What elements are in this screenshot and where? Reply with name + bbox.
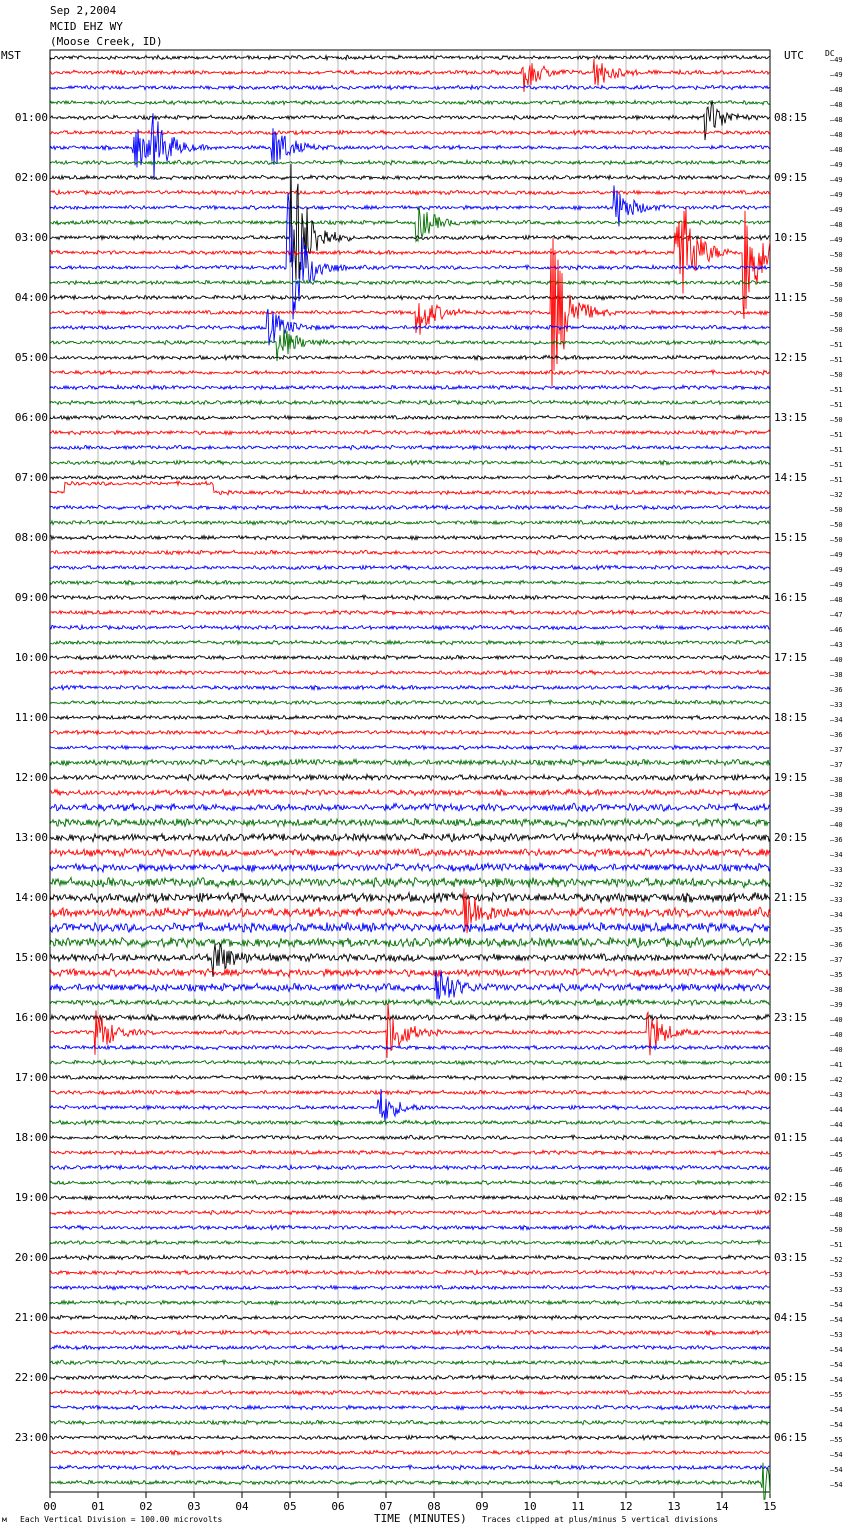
x-axis-label: TIME (MINUTES) <box>374 1512 467 1525</box>
left-axis-title: MST <box>1 49 21 62</box>
dc-offset-label: –40 <box>830 655 843 664</box>
x-tick-label: 10 <box>523 1500 537 1513</box>
seismic-trace <box>50 1004 770 1058</box>
utc-hour-label: 00:15 <box>774 1070 808 1084</box>
seismic-trace <box>50 1060 770 1064</box>
mst-hour-label: 02:00 <box>14 170 48 184</box>
dc-offset-label: –46 <box>830 625 843 634</box>
utc-hour-label: 10:15 <box>774 230 808 244</box>
dc-offset-label: –49 <box>830 55 843 64</box>
seismic-trace <box>50 113 770 180</box>
dc-offset-label: –50 <box>830 535 843 544</box>
seismic-trace <box>50 190 770 194</box>
dc-offset-label: –44 <box>830 1135 843 1144</box>
seismic-trace <box>50 415 770 419</box>
dc-offset-label: –34 <box>830 910 843 919</box>
seismic-trace <box>50 1465 770 1470</box>
seismic-trace <box>50 863 770 871</box>
seismic-trace <box>50 550 770 554</box>
dc-offset-label: –54 <box>830 1420 843 1429</box>
dc-offset-label: –54 <box>830 1405 843 1414</box>
dc-offset-label: –49 <box>830 580 843 589</box>
dc-offset-label: –38 <box>830 985 843 994</box>
seismic-trace <box>50 238 770 387</box>
scale-note: Each Vertical Division = 100.00 microvolts <box>20 1515 223 1524</box>
seismic-trace <box>50 430 770 435</box>
seismic-trace <box>50 1150 770 1154</box>
x-tick-label: 06 <box>331 1500 345 1513</box>
dc-offset-label: –48 <box>830 1210 843 1219</box>
seismic-trace <box>50 1375 770 1379</box>
seismic-trace <box>50 670 770 674</box>
seismic-trace <box>50 1120 770 1125</box>
dc-offset-label: –38 <box>830 670 843 679</box>
seismic-trace <box>50 610 770 614</box>
x-tick-label: 13 <box>667 1500 681 1513</box>
seismic-trace <box>50 385 770 389</box>
utc-hour-label: 23:15 <box>774 1010 808 1024</box>
dc-offset-label: –50 <box>830 310 843 319</box>
dc-offset-label: –46 <box>830 1180 843 1189</box>
seismic-trace <box>50 1255 770 1260</box>
seismic-trace <box>50 1405 770 1410</box>
dc-offset-label: –40 <box>830 1015 843 1024</box>
seismic-trace <box>50 370 770 375</box>
seismic-trace <box>50 922 770 932</box>
dc-offset-label: –45 <box>830 1150 843 1159</box>
seismic-trace <box>50 625 770 629</box>
utc-hour-label: 08:15 <box>774 110 808 124</box>
utc-hour-label: 18:15 <box>774 710 808 724</box>
dc-offset-label: –36 <box>830 730 843 739</box>
mst-hour-label: 19:00 <box>14 1190 48 1204</box>
x-tick-label: 09 <box>475 1500 489 1513</box>
x-tick-label: 03 <box>187 1500 201 1513</box>
dc-offset-label: –50 <box>830 280 843 289</box>
dc-offset-label: –36 <box>830 835 843 844</box>
dc-offset-label: –48 <box>830 220 843 229</box>
dc-offset-label: –51 <box>830 400 843 409</box>
dc-offset-label: –37 <box>830 760 843 769</box>
seismic-trace <box>50 1135 770 1140</box>
dc-offset-label: –49 <box>830 550 843 559</box>
seismic-trace <box>50 1420 770 1424</box>
dc-offset-label: –51 <box>830 355 843 364</box>
x-tick-label: 08 <box>427 1500 441 1513</box>
mst-hour-label: 15:00 <box>14 950 48 964</box>
dc-offset-label: –54 <box>830 1465 843 1474</box>
mst-hour-label: 20:00 <box>14 1250 48 1264</box>
utc-hour-label: 12:15 <box>774 350 808 364</box>
seismic-trace <box>50 193 770 320</box>
dc-offset-label: –37 <box>830 745 843 754</box>
seismic-trace <box>50 400 770 404</box>
seismic-trace <box>50 715 770 719</box>
seismic-trace <box>50 1300 770 1305</box>
dc-offset-label: –42 <box>830 1075 843 1084</box>
utc-hour-label: 22:15 <box>774 950 808 964</box>
seismic-trace <box>50 160 770 165</box>
mst-hour-label: 06:00 <box>14 410 48 424</box>
seismic-trace <box>50 355 770 360</box>
seismic-trace <box>50 1285 770 1289</box>
dc-offset-label: –43 <box>830 640 843 649</box>
dc-offset-label: –34 <box>830 715 843 724</box>
mst-hour-label: 08:00 <box>14 530 48 544</box>
dc-offset-label: –53 <box>830 1330 843 1339</box>
dc-offset-label: –33 <box>830 700 843 709</box>
corner-mark: м <box>2 1515 7 1524</box>
dc-offset-label: –36 <box>830 940 843 949</box>
dc-offset-label: –49 <box>830 205 843 214</box>
seismic-trace <box>50 849 770 857</box>
utc-hour-label: 02:15 <box>774 1190 808 1204</box>
right-axis-title: UTC <box>784 49 804 62</box>
dc-offset-label: –53 <box>830 1285 843 1294</box>
dc-offset-label: –48 <box>830 115 843 124</box>
clip-note: Traces clipped at plus/minus 5 vertical divisions <box>482 1515 719 1524</box>
seismic-trace <box>50 803 770 811</box>
seismic-trace <box>50 164 770 280</box>
seismic-trace <box>50 505 770 509</box>
seismic-trace <box>50 175 770 179</box>
dc-offset-label: –43 <box>830 1090 843 1099</box>
header-date: Sep 2,2004 <box>50 4 117 17</box>
mst-hour-label: 12:00 <box>14 770 48 784</box>
dc-offset-label: –51 <box>830 445 843 454</box>
utc-hour-label: 19:15 <box>774 770 808 784</box>
dc-offset-label: –54 <box>830 1450 843 1459</box>
utc-hour-label: 09:15 <box>774 170 808 184</box>
seismic-trace <box>50 789 770 796</box>
dc-offset-label: –51 <box>830 460 843 469</box>
dc-offset-label: –48 <box>830 145 843 154</box>
dc-offset-label: –35 <box>830 925 843 934</box>
x-tick-label: 15 <box>763 1500 777 1513</box>
dc-offset-label: –46 <box>830 1165 843 1174</box>
seismic-trace <box>50 280 770 284</box>
seismic-trace <box>50 700 770 705</box>
seismic-trace <box>50 1240 770 1244</box>
mst-hour-label: 05:00 <box>14 350 48 364</box>
dc-offset-label: –39 <box>830 1000 843 1009</box>
dc-offset-label: –48 <box>830 595 843 604</box>
utc-hour-label: 17:15 <box>774 650 808 664</box>
seismic-trace <box>50 100 770 104</box>
seismic-trace <box>50 759 770 765</box>
seismic-trace <box>50 1014 770 1020</box>
mst-hour-label: 04:00 <box>14 290 48 304</box>
dc-title: DC <box>825 49 835 58</box>
seismic-trace <box>50 59 770 92</box>
mst-hour-label: 17:00 <box>14 1070 48 1084</box>
dc-offset-label: –39 <box>830 805 843 814</box>
dc-offset-label: –54 <box>830 1300 843 1309</box>
dc-offset-label: –50 <box>830 295 843 304</box>
dc-offset-label: –50 <box>830 415 843 424</box>
utc-hour-label: 03:15 <box>774 1250 808 1264</box>
seismic-trace <box>50 520 770 524</box>
seismic-trace <box>50 640 770 644</box>
dc-offset-label: –49 <box>830 565 843 574</box>
dc-offset-label: –40 <box>830 1030 843 1039</box>
x-tick-label: 07 <box>379 1500 393 1513</box>
seismic-trace <box>50 445 770 449</box>
header-station: MCID EHZ WY <box>50 20 123 33</box>
dc-offset-label: –38 <box>830 790 843 799</box>
dc-offset-label: –50 <box>830 250 843 259</box>
mst-hour-label: 14:00 <box>14 890 48 904</box>
mst-hour-label: 22:00 <box>14 1370 48 1384</box>
dc-offset-label: –51 <box>830 475 843 484</box>
utc-hour-label: 06:15 <box>774 1430 808 1444</box>
dc-offset-label: –36 <box>830 685 843 694</box>
dc-offset-label: –55 <box>830 1435 843 1444</box>
mst-hour-label: 09:00 <box>14 590 48 604</box>
dc-offset-label: –44 <box>830 1105 843 1114</box>
seismic-trace <box>50 655 770 659</box>
x-tick-label: 14 <box>715 1500 729 1513</box>
utc-hour-label: 14:15 <box>774 470 808 484</box>
dc-offset-label: –49 <box>830 160 843 169</box>
dc-offset-label: –48 <box>830 100 843 109</box>
seismic-trace <box>50 938 770 948</box>
seismic-trace <box>50 1000 770 1006</box>
seismic-trace <box>50 685 770 690</box>
mst-hour-label: 01:00 <box>14 110 48 124</box>
dc-offset-label: –51 <box>830 430 843 439</box>
dc-offset-label: –53 <box>830 1270 843 1279</box>
seismic-trace <box>50 730 770 734</box>
dc-offset-label: –50 <box>830 265 843 274</box>
seismic-trace <box>50 565 770 569</box>
dc-offset-label: –32 <box>830 490 843 499</box>
dc-offset-label: –51 <box>830 340 843 349</box>
seismic-trace <box>50 475 770 479</box>
dc-offset-label: –48 <box>830 130 843 139</box>
seismic-trace <box>50 1165 770 1169</box>
dc-offset-label: –50 <box>830 505 843 514</box>
dc-offset-label: –33 <box>830 895 843 904</box>
seismic-trace <box>50 1390 770 1394</box>
x-tick-label: 02 <box>139 1500 153 1513</box>
dc-offset-label: –50 <box>830 520 843 529</box>
dc-offset-label: –41 <box>830 1060 843 1069</box>
seismic-trace <box>50 535 770 540</box>
x-tick-label: 11 <box>571 1500 585 1513</box>
seismic-trace <box>50 1450 770 1454</box>
mst-hour-label: 13:00 <box>14 830 48 844</box>
header-location: (Moose Creek, ID) <box>50 35 163 48</box>
utc-hour-label: 11:15 <box>774 290 808 304</box>
seismic-trace <box>50 1330 770 1334</box>
dc-offset-label: –51 <box>830 385 843 394</box>
seismic-trace <box>50 1045 770 1049</box>
utc-hour-label: 16:15 <box>774 590 808 604</box>
dc-offset-label: –49 <box>830 190 843 199</box>
seismic-trace <box>50 1360 770 1365</box>
dc-offset-label: –54 <box>830 1315 843 1324</box>
dc-offset-label: –54 <box>830 1360 843 1369</box>
x-tick-label: 05 <box>283 1500 297 1513</box>
dc-offset-label: –33 <box>830 865 843 874</box>
seismic-trace <box>50 878 770 888</box>
mst-hour-label: 11:00 <box>14 710 48 724</box>
x-tick-label: 12 <box>619 1500 633 1513</box>
utc-hour-label: 20:15 <box>774 830 808 844</box>
dc-offset-label: –54 <box>830 1345 843 1354</box>
seismic-trace <box>50 309 770 345</box>
mst-hour-label: 10:00 <box>14 650 48 664</box>
seismic-trace <box>50 892 770 902</box>
seismic-trace <box>50 1089 770 1121</box>
dc-offset-label: –49 <box>830 175 843 184</box>
dc-offset-label: –40 <box>830 820 843 829</box>
dc-offset-label: –51 <box>830 1240 843 1249</box>
dc-offset-label: –37 <box>830 955 843 964</box>
seismic-trace <box>50 295 770 299</box>
dc-offset-label: –50 <box>830 1225 843 1234</box>
mst-hour-label: 18:00 <box>14 1130 48 1144</box>
seismic-trace <box>50 968 770 976</box>
seismic-trace <box>50 1315 770 1319</box>
dc-offset-label: –48 <box>830 1195 843 1204</box>
seismic-trace <box>50 1180 770 1184</box>
seismic-trace <box>50 580 770 584</box>
mst-hour-label: 21:00 <box>14 1310 48 1324</box>
seismic-trace <box>50 1195 770 1199</box>
dc-offset-label: –32 <box>830 880 843 889</box>
dc-offset-label: –44 <box>830 1120 843 1129</box>
seismic-trace <box>50 481 770 495</box>
seismic-trace <box>50 834 770 842</box>
mst-hour-label: 03:00 <box>14 230 48 244</box>
utc-hour-label: 21:15 <box>774 890 808 904</box>
dc-offset-label: –50 <box>830 370 843 379</box>
dc-offset-label: –35 <box>830 970 843 979</box>
dc-offset-label: –34 <box>830 850 843 859</box>
seismic-trace <box>50 1345 770 1349</box>
seismic-trace <box>50 595 770 600</box>
dc-offset-label: –40 <box>830 1045 843 1054</box>
x-tick-label: 04 <box>235 1500 249 1513</box>
seismic-trace <box>50 1210 770 1214</box>
seismic-trace <box>50 1225 770 1230</box>
dc-offset-label: –54 <box>830 1375 843 1384</box>
dc-offset-label: –49 <box>830 235 843 244</box>
mst-hour-label: 23:00 <box>14 1430 48 1444</box>
seismic-trace <box>50 1435 770 1439</box>
dc-offset-label: –52 <box>830 1255 843 1264</box>
seismic-trace <box>50 1075 770 1079</box>
utc-hour-label: 04:15 <box>774 1310 808 1324</box>
seismic-trace <box>50 818 770 826</box>
x-tick-label: 00 <box>43 1500 57 1513</box>
seismic-trace <box>50 55 770 59</box>
utc-hour-label: 15:15 <box>774 530 808 544</box>
seismic-trace <box>50 774 770 780</box>
mst-hour-label: 07:00 <box>14 470 48 484</box>
dc-offset-label: –54 <box>830 1480 843 1489</box>
mst-hour-label: 16:00 <box>14 1010 48 1024</box>
seismic-trace <box>50 460 770 465</box>
seismic-trace <box>50 1090 770 1094</box>
utc-hour-label: 05:15 <box>774 1370 808 1384</box>
dc-offset-label: –48 <box>830 85 843 94</box>
seismic-trace <box>50 85 770 89</box>
utc-hour-label: 01:15 <box>774 1130 808 1144</box>
dc-offset-label: –55 <box>830 1390 843 1399</box>
dc-offset-label: –49 <box>830 70 843 79</box>
dc-offset-label: –50 <box>830 325 843 334</box>
x-tick-label: 01 <box>91 1500 105 1513</box>
seismic-trace <box>50 745 770 749</box>
dc-offset-label: –38 <box>830 775 843 784</box>
utc-hour-label: 13:15 <box>774 410 808 424</box>
seismic-trace <box>50 1270 770 1274</box>
dc-offset-label: –47 <box>830 610 843 619</box>
